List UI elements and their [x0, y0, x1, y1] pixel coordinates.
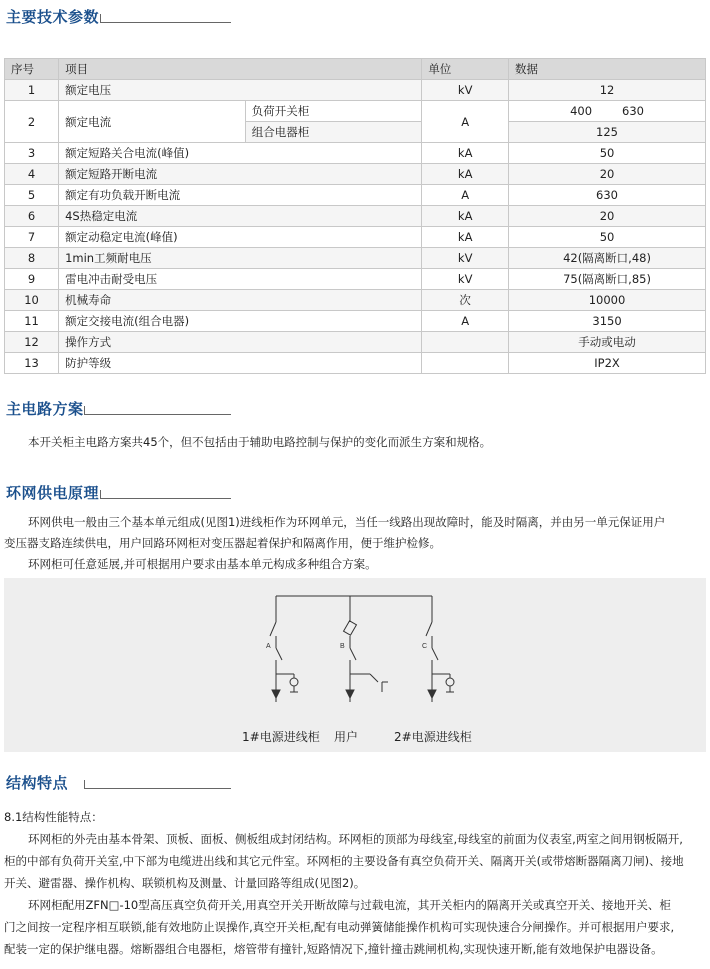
ring-line-2: 变压器支路连续供电，用户回路环网柜对变压器起着保护和隔离作用，便于维护检修。 — [4, 536, 441, 550]
structure-line-7: 配装一定的保护继电器。熔断器组合电器柜，熔管带有撞针,短路情况下,撞针撞击跳闸机构,实现快速开断,能有效地保护电器设备。 — [4, 942, 663, 956]
section-title-rule — [84, 780, 231, 789]
cell-value: IP2X — [509, 353, 706, 374]
section-title-ring: 环网供电原理 — [6, 484, 100, 502]
cell-value: 630 — [509, 185, 706, 206]
table-row — [5, 332, 706, 353]
cell-value: 50 — [509, 227, 706, 248]
section-title-rule — [100, 490, 231, 499]
cell-item: 额定动稳定电流(峰值) — [59, 227, 422, 248]
cell-unit: kV — [422, 269, 509, 290]
cell-item: 雷电冲击耐受电压 — [59, 269, 422, 290]
cell-unit: 次 — [422, 290, 509, 311]
label-incoming-1: 1#电源进线柜 — [242, 730, 320, 744]
marker-b: B — [340, 643, 345, 650]
table-row — [5, 248, 706, 269]
cell-value: 手动或电动 — [509, 332, 706, 353]
section-title-rule — [100, 14, 231, 23]
cell-no: 1 — [5, 80, 59, 101]
cell-no: 2 — [5, 101, 59, 143]
circuit-paragraph: 本开关柜主电路方案共45个，但不包括由于辅助电路控制与保护的变化而派生方案和规格。 — [28, 435, 492, 449]
structure-line-2: 环网柜的外壳由基本骨架、顶板、面板、侧板组成封闭结构。环网柜的顶部为母线室,母线室的前面为仪表室,两室之间用钢板隔开, — [28, 832, 683, 846]
table-row — [5, 311, 706, 332]
section-title-circuit: 主电路方案 — [6, 400, 84, 418]
table-header-row — [5, 59, 706, 80]
cell-unit: kV — [422, 80, 509, 101]
cell-subitem: 组合电器柜 — [245, 122, 422, 143]
ring-line-3: 环网柜可任意延展,并可根据用户要求由基本单元构成多种组合方案。 — [28, 557, 377, 571]
cell-unit: kA — [422, 227, 509, 248]
cell-item: 1min工频耐电压 — [59, 248, 422, 269]
cell-no: 11 — [5, 311, 59, 332]
params-table — [4, 58, 706, 374]
table-row — [5, 206, 706, 227]
marker-c: C — [422, 643, 428, 650]
cell-unit: kA — [422, 164, 509, 185]
ring-line-1: 环网供电一般由三个基本单元组成(见图1)进线柜作为环网单元，当任一线路出现故障时，能及时隔离，并由另一单元保证用户 — [28, 515, 666, 529]
cell-unit: A — [422, 101, 509, 143]
cell-item: 额定电流 — [59, 101, 246, 143]
structure-line-4: 开关、避雷器、操作机构、联锁机构及测量、计量回路等组成(见图2)。 — [4, 876, 366, 890]
structure-line-3: 柜的中部有负荷开关室,中下部为电缆进出线和其它元件室。环网柜的主要设备有真空负荷开关、隔离开关(或带熔断器隔离刀闸)、接地 — [4, 854, 684, 868]
cell-item: 操作方式 — [59, 332, 422, 353]
structure-line-5: 环网柜配用ZFN□-10型高压真空负荷开关,用真空开关开断故障与过载电流，其开关柜内的隔离开关或真空开关、接地开关、柜 — [28, 898, 671, 912]
cell-unit: kA — [422, 206, 509, 227]
table-row — [5, 164, 706, 185]
cell-no: 12 — [5, 332, 59, 353]
label-incoming-2: 2#电源进线柜 — [394, 730, 472, 744]
cell-item: 4S热稳定电流 — [59, 206, 422, 227]
cell-unit: A — [422, 311, 509, 332]
cell-item: 额定电压 — [59, 80, 422, 101]
header-item: 项目 — [59, 59, 422, 80]
cell-item: 机械寿命 — [59, 290, 422, 311]
cell-no: 5 — [5, 185, 59, 206]
cell-item: 额定有功负载开断电流 — [59, 185, 422, 206]
table-row — [5, 269, 706, 290]
cell-unit — [422, 353, 509, 374]
cell-value: 20 — [509, 164, 706, 185]
table-row — [5, 353, 706, 374]
cell-no: 8 — [5, 248, 59, 269]
cell-item: 额定短路开断电流 — [59, 164, 422, 185]
header-unit: 单位 — [422, 59, 509, 80]
cell-no: 4 — [5, 164, 59, 185]
section-title-structure: 结构特点 — [6, 774, 69, 792]
cell-value: 12 — [509, 80, 706, 101]
header-no: 序号 — [5, 59, 59, 80]
section-title-rule — [84, 406, 231, 415]
label-user: 用户 — [334, 730, 359, 744]
cell-no: 3 — [5, 143, 59, 164]
cell-item: 额定短路关合电流(峰值) — [59, 143, 422, 164]
cell-value: 3150 — [509, 311, 706, 332]
cell-unit — [422, 332, 509, 353]
cell-unit: kV — [422, 248, 509, 269]
cell-no: 13 — [5, 353, 59, 374]
table-row — [5, 290, 706, 311]
cell-no: 9 — [5, 269, 59, 290]
header-value: 数据 — [509, 59, 706, 80]
cell-value: 10000 — [509, 290, 706, 311]
cell-value: 42(隔离断口,48) — [509, 248, 706, 269]
cell-item: 防护等级 — [59, 353, 422, 374]
marker-a: A — [266, 643, 271, 650]
ring-diagram — [4, 578, 706, 752]
table-row — [5, 101, 706, 122]
table-row — [5, 227, 706, 248]
section-title-params: 主要技术参数 — [6, 8, 100, 26]
table-row — [5, 80, 706, 101]
table-row — [5, 185, 706, 206]
table-row — [5, 143, 706, 164]
cell-value — [509, 101, 706, 122]
ring-paragraph — [4, 512, 706, 575]
cell-value: 20 — [509, 206, 706, 227]
value-630: 630 — [622, 104, 644, 118]
structure-line-6: 门之间按一定程序相互联锁,能有效地防止误操作,真空开关柜,配有电动弹簧储能操作机构可实现快速合分闸操作。并可根据用户要求, — [4, 920, 675, 934]
cell-subitem: 负荷开关柜 — [245, 101, 422, 122]
cell-no: 7 — [5, 227, 59, 248]
structure-line-1: 8.1结构性能特点： — [4, 810, 103, 824]
structure-paragraph — [4, 806, 706, 960]
cell-value: 125 — [509, 122, 706, 143]
cell-value: 50 — [509, 143, 706, 164]
cell-no: 10 — [5, 290, 59, 311]
cell-value: 75(隔离断口,85) — [509, 269, 706, 290]
value-400: 400 — [570, 104, 593, 118]
cell-unit: kA — [422, 143, 509, 164]
ring-diagram-svg — [4, 578, 706, 752]
cell-unit: A — [422, 185, 509, 206]
cell-no: 6 — [5, 206, 59, 227]
cell-item: 额定交接电流(组合电器) — [59, 311, 422, 332]
